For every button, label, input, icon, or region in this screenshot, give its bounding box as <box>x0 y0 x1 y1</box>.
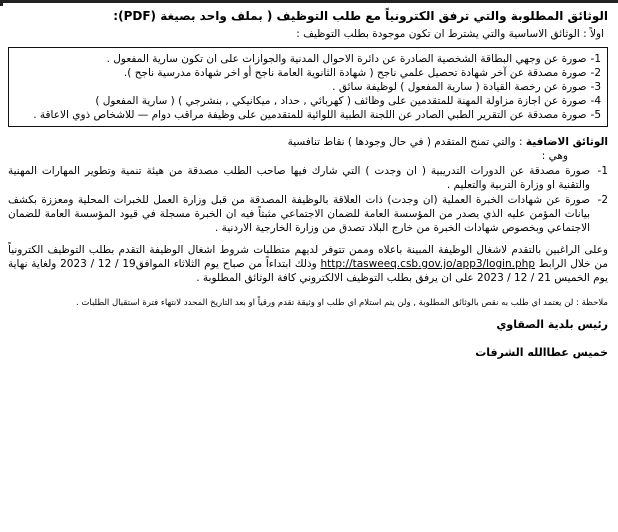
basic-docs-intro: اولاً : الوثائق الاساسية والتي يشترط ان تكون موجودة بطلب التوظيف : <box>296 28 604 40</box>
list-item <box>17 108 601 122</box>
item-number: 5- <box>590 109 601 121</box>
document-heading: الوثائق المطلوبة والتي ترفق الكترونياً مع طلب التوظيف ( بملف واحد بصيغة (PDF): <box>113 9 608 23</box>
list-item <box>17 66 601 80</box>
extra-docs-label: وهي : <box>541 150 568 162</box>
item-text: صورة عن شهادات الخبرة العملية (ان وجدت) ذات العلاقة بالوظيفة المصدقة من قبل وزارة العمل للخبرات المحلية ومعززة بكشف بيانات المؤمن عليه الذي يصدر من المؤسسة العامة للضمان الاجتماعي مثبتاً فيه ان الخبرة مسجلة في قيود المؤسسة العامة للضمان الاجتماعي وبخصوص شهادات الخبرة من خارج البلاد تصدق من وزارة الخارجية الاردنية . <box>8 194 590 234</box>
list-item <box>8 164 608 192</box>
item-text: صورة مصدقة عن التقرير الطبي الصادر عن اللجنة الطبية اللوائية للمتقدمين على وظيفة مراقب دوام — للاشخاص ذوي الاعاقة . <box>33 109 587 121</box>
item-text: صورة مصدقة عن آخر شهادة تحصيل علمي ناجح ( شهادة الثانوية العامة ناجح أو اخر شهادة مدرسية ناجح ). <box>123 67 587 79</box>
list-item <box>8 193 608 235</box>
list-item <box>17 80 601 94</box>
signature-title: رئيس بلدية الصقاوي <box>496 318 608 331</box>
corner-mark <box>0 0 3 6</box>
item-number: 2- <box>597 194 608 206</box>
item-number: 4- <box>590 95 601 107</box>
note: ملاحظة : لن يعتمد اي طلب به نقص بالوثائق المطلوبة , ولن يتم استلام اي طلب او وثيقة تقدم ورقياً او بعد التاريخ المحدد لانتهاء فترة استقبال الطلبات . <box>76 298 608 308</box>
list-item <box>17 94 601 108</box>
item-number: 2- <box>590 67 601 79</box>
item-text: صورة مصدقة عن الدورات التدريبية ( ان وجدت ) التي شارك فيها صاحب الطلب مصدقة من هيئة تنمية وتطوير المهارات المهنية والتقنية او وزارة التربية والتعليم . <box>8 165 590 191</box>
basic-docs-box <box>8 47 608 127</box>
application-text-start: وعلى الراغبين بالتقدم لاشغال الوظيفة المبينة باعلاه وممن تتوفر لديهم متطلبات شروط اشغال الوظيفة التقدم بطلب التوظيف الكترونياً من خلال الرابط <box>8 244 608 270</box>
item-text: صورة عن اجازة مزاولة المهنة للمتقدمين على وظائف ( كهربائي , حداد , ميكانيكي , بنشرجي ) ( سارية المفعول ) <box>95 95 587 107</box>
item-number: 1- <box>590 53 601 65</box>
extra-docs-section <box>8 135 608 235</box>
extra-docs-header <box>8 135 608 149</box>
list-item <box>17 52 601 66</box>
signature-name: خميس عطاالله الشرفات <box>475 346 608 359</box>
item-number: 3- <box>590 81 601 93</box>
item-text: صورة عن رخصة القيادة ( سارية المفعول ) لوظيفة سائق . <box>332 81 587 93</box>
application-link[interactable]: http://tasweeq.csb.gov.jo/app3/login.php <box>320 258 536 270</box>
application-paragraph <box>8 243 608 285</box>
extra-docs-title: الوثائق الاضافية <box>525 136 608 148</box>
application-text-end: وذلك ابتداءاً من صباح يوم الثلاثاء الموافق19 / 12 / 2023 ولغاية نهاية يوم الخميس 21 / 12 / 2023 على ان يرفق بطلب التوظيف الالكتروني كافة الوثائق المطلوبة . <box>8 258 608 284</box>
item-text: صورة عن وجهي البطاقة الشخصية الصادرة عن دائرة الاحوال المدنية والجوازات على ان تكون سارية المفعول . <box>106 53 587 65</box>
top-border <box>0 0 618 3</box>
item-number: 1- <box>597 165 608 177</box>
extra-docs-intro: : والتي تمنح المتقدم ( في حال وجودها ) نقاط تنافسية <box>287 136 523 148</box>
